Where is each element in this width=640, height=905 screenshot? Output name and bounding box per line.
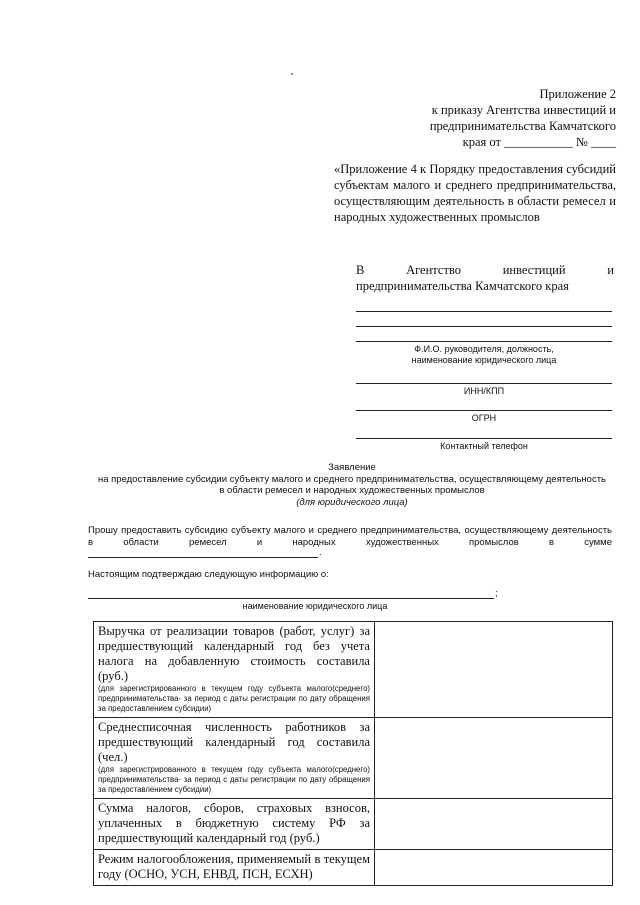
taxes-value-cell[interactable] xyxy=(375,799,613,850)
revenue-label: Выручка от реализации товаров (работ, услуг) за предшествующий календарный год без учета налога на добавленную стоимость составила (руб.) xyxy=(98,624,370,683)
appendix-quote: «Приложение 4 к Порядку предоставления субсидий субъектам малого и среднего предпринимательства, осуществляющим деятельность в области ремесел и народных художественных промыслов xyxy=(334,162,616,224)
application-title-line-2: в области ремесел и народных художественных промыслов xyxy=(219,485,485,496)
scan-speck xyxy=(291,73,293,75)
legal-name-blank[interactable] xyxy=(88,598,494,599)
addressee-blank-3[interactable] xyxy=(356,341,612,342)
application-title-line-3: (для юридического лица) xyxy=(296,496,408,508)
table-row xyxy=(94,622,613,718)
request-paragraph: Прошу предоставить субсидию субъекту малого и среднего предпринимательства, осуществляющему деятельность в области ремесел и народных художественных промыслов в сумме xyxy=(88,525,612,548)
employees-note: (для зарегистрированного в текущем году субъекта малого(среднего) предпринимательства- за период с даты регистрации по дату обращения за предоставлением субсидии) xyxy=(98,765,370,794)
application-heading: Заявление xyxy=(328,462,376,473)
appendix-header xyxy=(334,86,616,150)
legal-name-semicolon: ; xyxy=(495,588,498,599)
caption-name-line-1: Ф.И.О. руководителя, должность, xyxy=(414,344,554,354)
amount-blank[interactable] xyxy=(88,557,318,558)
taxes-label-cell xyxy=(94,799,375,850)
caption-name xyxy=(356,344,612,366)
caption-name-line-2: наименование юридического лица xyxy=(411,355,557,365)
revenue-value-cell[interactable] xyxy=(375,622,613,718)
tax-regime-value-cell[interactable] xyxy=(375,850,613,886)
table-row xyxy=(94,850,613,886)
appendix-agency-line: предпринимательства Камчатского xyxy=(429,119,616,133)
addressee-line-1: В Агентство инвестиций и xyxy=(356,263,614,277)
addressee-blank-1[interactable] xyxy=(356,311,612,312)
addressee-line-2: предпринимательства Камчатского края xyxy=(356,279,569,293)
table-row xyxy=(94,799,613,850)
employees-label: Среднесписочная численность работников за предшествующий календарный год составила (чел.) xyxy=(98,720,370,764)
employees-label-cell xyxy=(94,718,375,799)
caption-phone: Контактный телефон xyxy=(440,441,528,451)
application-title xyxy=(60,462,640,508)
appendix-order-line: к приказу Агентства инвестиций и xyxy=(431,103,616,117)
employees-value-cell[interactable] xyxy=(375,718,613,799)
caption-inn: ИНН/КПП xyxy=(463,386,505,396)
appendix-date-line: края от ___________ № ____ xyxy=(462,135,616,149)
revenue-note: (для зарегистрированного в текущем году субъекта малого(среднего) предпринимательства- за период с даты регистрации по дату обращения за предоставлением субсидии) xyxy=(98,684,370,713)
inn-blank[interactable] xyxy=(356,383,612,384)
tax-regime-label: Режим налогообложения, применяемый в текущем году (ОСНО, УСН, ЕНВД, ПСН, ЕСХН) xyxy=(98,852,370,881)
caption-legal-name: наименование юридического лица xyxy=(242,601,388,611)
addressee-blank-2[interactable] xyxy=(356,326,612,327)
info-table xyxy=(93,621,613,886)
appendix-title: Приложение 2 xyxy=(539,87,616,101)
revenue-label-cell xyxy=(94,622,375,718)
tax-regime-label-cell xyxy=(94,850,375,886)
caption-ogrn: ОГРН xyxy=(471,413,497,423)
phone-blank[interactable] xyxy=(356,438,612,439)
taxes-label: Сумма налогов, сборов, страховых взносов, уплаченных в бюджетную систему РФ за предшествующий календарный год (руб.) xyxy=(98,801,370,845)
table-row xyxy=(94,718,613,799)
confirm-text: Настоящим подтверждаю следующую информацию о: xyxy=(88,569,329,580)
ogrn-blank[interactable] xyxy=(356,410,612,411)
amount-period: . xyxy=(319,547,322,558)
application-title-line-1: на предоставление субсидии субъекту малого и среднего предпринимательства, осуществляющему деятельность xyxy=(97,473,607,485)
addressee-block xyxy=(356,262,614,294)
